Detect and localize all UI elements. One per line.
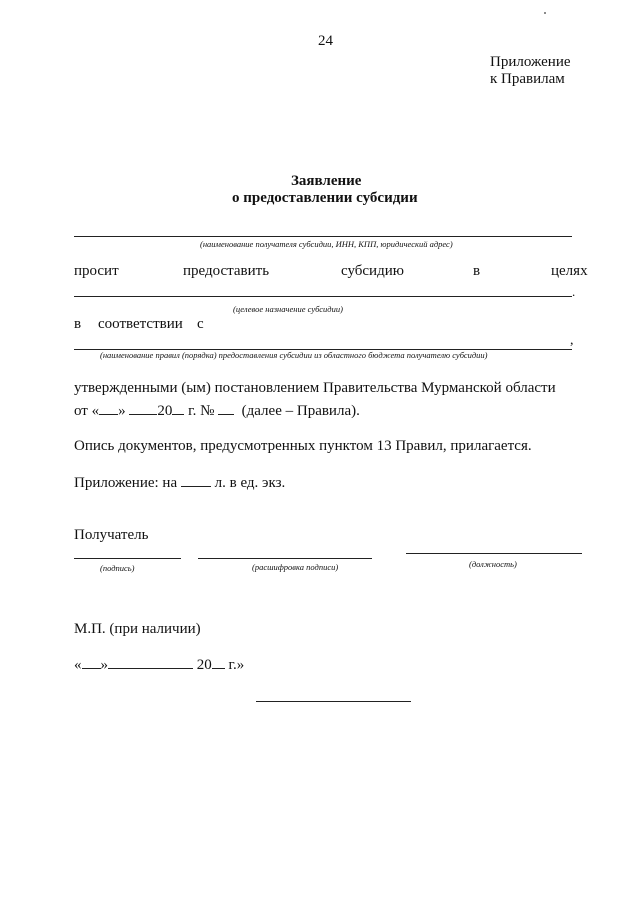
rules-line-comma: , (570, 333, 574, 348)
date-from: от « (74, 403, 100, 419)
signature-caption: (подпись) (100, 563, 135, 573)
decree-number-blank (218, 402, 234, 415)
accordance-word-2: соответствии (98, 316, 183, 332)
month-blank (129, 402, 157, 415)
purpose-line (74, 296, 572, 297)
seal-line: М.П. (при наличии) (74, 621, 201, 637)
position-line (406, 553, 582, 554)
sheet-count-blank (181, 474, 211, 487)
accordance-word-1: в (74, 316, 82, 332)
request-word-5: целях (551, 263, 588, 279)
attachment-prefix: Приложение: на (74, 475, 178, 491)
rules-caption: (наименование правил (порядка) предоставления субсидии из областного бюджета получателю субсидии) (100, 350, 488, 360)
request-word-3: субсидию (341, 263, 404, 279)
decree-date-line (74, 402, 360, 420)
final-date-mid: » (100, 657, 108, 673)
signature-line (74, 558, 181, 559)
scan-speck (544, 12, 546, 14)
end-rule (256, 701, 411, 702)
position-caption: (должность) (469, 559, 517, 569)
final-month-blank (108, 656, 193, 669)
attachment-suffix: л. в ед. экз. (214, 475, 286, 491)
date-quote-close: » (118, 403, 126, 419)
document-subtitle: о предоставлении субсидии (232, 190, 418, 206)
document-title: Заявление (291, 173, 362, 189)
approved-line: утвержденными (ым) постановлением Правительства Мурманской области (74, 380, 556, 396)
final-date-line (74, 656, 244, 674)
day-blank (99, 402, 118, 415)
recipient-label: Получатель (74, 527, 149, 543)
recipient-line (74, 236, 572, 237)
decree-number-label: г. № (188, 403, 215, 419)
year-blank (172, 402, 184, 415)
final-day-blank (82, 656, 101, 669)
appendix-line-1: Приложение (490, 54, 571, 70)
purpose-line-dot: . (572, 284, 576, 299)
decryption-line (198, 558, 372, 559)
decree-date-suffix: (далее – Правила). (241, 403, 360, 419)
request-word-1: просит (74, 263, 119, 279)
appendix-line-2: к Правилам (490, 71, 565, 87)
request-word-4: в (473, 263, 481, 279)
final-year-prefix: 20 (196, 657, 212, 673)
request-word-2: предоставить (183, 263, 270, 279)
purpose-caption: (целевое назначение субсидии) (233, 304, 343, 314)
accordance-word-3: с (197, 316, 204, 332)
final-date-suffix: г.» (228, 657, 245, 673)
final-date-open: « (74, 657, 82, 673)
decryption-caption: (расшифровка подписи) (252, 562, 339, 572)
recipient-caption: (наименование получателя субсидии, ИНН, КПП, юридический адрес) (200, 239, 453, 249)
final-year-blank (212, 656, 225, 669)
inventory-line: Опись документов, предусмотренных пунктом 13 Правил, прилагается. (74, 438, 532, 454)
year-prefix: 20 (157, 403, 173, 419)
attachment-line (74, 474, 285, 492)
page-number: 24 (318, 33, 333, 49)
